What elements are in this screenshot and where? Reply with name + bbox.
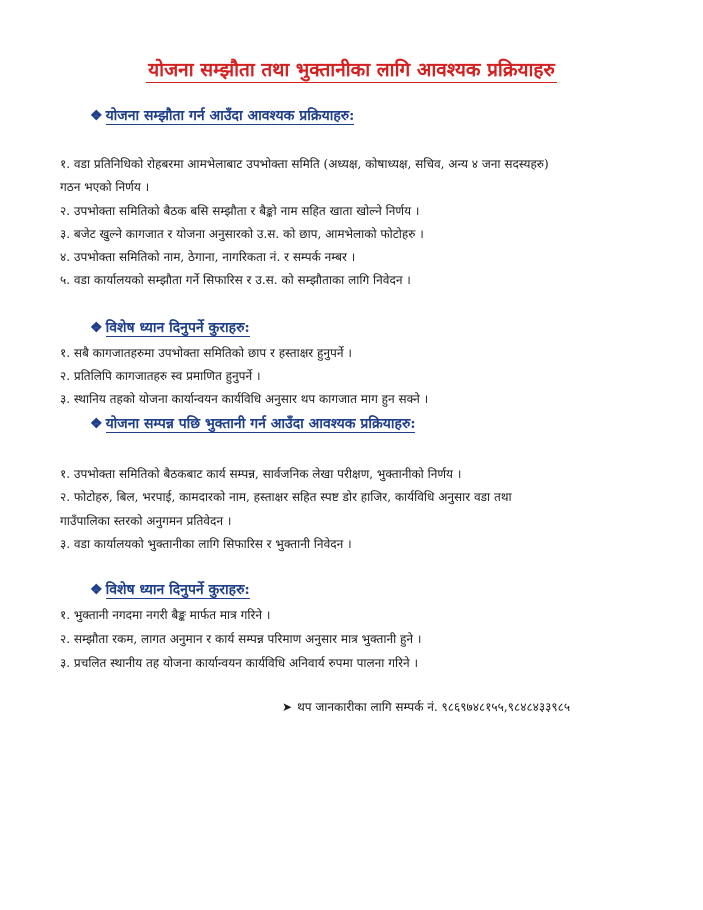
section-heading-special-notes: ❖ विशेष ध्यान दिनुपर्ने कुराहरु: — [90, 320, 250, 336]
list-item: ३. वडा कार्यालयको भुक्तानीका लागि सिफारिस र भुक्तानी निवेदन । — [60, 537, 352, 551]
list-item: ३. प्रचलित स्थानीय तह योजना कार्यान्वयन कार्यविधि अनिवार्य रुपमा पालना गरिने । — [60, 656, 419, 670]
list-item: ३. स्थानिय तहको योजना कार्यान्वयन कार्यविधि अनुसार थप कागजात माग हुन सक्ने । — [60, 392, 429, 406]
page-title: योजना सम्झौता तथा भुक्तानीका लागि आवश्यक प्रक्रियाहरु — [148, 59, 555, 81]
list-item: ३. बजेट खुल्ने कागजात र योजना अनुसारको उ.स. को छाप, आमभेलाको फोटोहरु । — [60, 227, 424, 241]
section-heading-payment: ❖ योजना सम्पन्न पछि भुक्तानी गर्न आउँदा आवश्यक प्रक्रियाहरु: — [90, 416, 416, 432]
contact-info: ➤ थप जानकारीका लागि सम्पर्क नं. ९८६९७४८१५५,९८४८४३३९८५ — [282, 700, 571, 714]
list-item: २. सम्झौता रकम, लागत अनुमान र कार्य सम्पन्न परिमाण अनुसार मात्र भुक्तानी हुने । — [60, 632, 422, 646]
list-item: ४. उपभोक्ता समितिको नाम, ठेगाना, नागरिकता नं. र सम्पर्क नम्बर । — [60, 250, 356, 264]
list-item: २. उपभोक्ता समितिको बैठक बसि सम्झौता र बैङ्को नाम सहित खाता खोल्ने निर्णय । — [60, 204, 420, 218]
list-item: २. प्रतिलिपि कागजातहरु स्व प्रमाणित हुनुपर्ने । — [60, 369, 261, 383]
arrow-right-icon: ➤ — [282, 700, 293, 714]
list-item: गाउँपालिका स्तरको अनुगमन प्रतिवेदन । — [60, 514, 232, 528]
section-heading-special-notes-2: ❖ विशेष ध्यान दिनुपर्ने कुराहरु: — [90, 582, 250, 598]
diamond-flower-icon: ❖ — [90, 320, 103, 336]
list-item: १. सबै कागजातहरुमा उपभोक्ता समितिको छाप र हस्ताक्षर हुनुपर्ने । — [60, 346, 352, 360]
list-item: २. फोटोहरु, बिल, भरपाई, कामदारको नाम, हस्ताक्षर सहित स्पष्ट डोर हाजिर, कार्यविधि अनुसार वडा तथा — [60, 490, 512, 504]
list-item: १. भुक्तानी नगदमा नगरी बैङ्क मार्फत मात्र गरिने । — [60, 608, 271, 622]
diamond-flower-icon: ❖ — [90, 416, 103, 432]
list-item: १. उपभोक्ता समितिको बैठकबाट कार्य सम्पन्न, सार्वजनिक लेखा परीक्षण, भुक्तानीको निर्णय । — [60, 467, 462, 481]
diamond-flower-icon: ❖ — [90, 108, 103, 124]
list-item: ५. वडा कार्यालयको सम्झौता गर्ने सिफारिस र उ.स. को सम्झौताका लागि निवेदन । — [60, 273, 411, 287]
section-heading-agreement: ❖ योजना सम्झौता गर्न आउँदा आवश्यक प्रक्रियाहरु: — [90, 108, 355, 124]
list-item: १. वडा प्रतिनिधिको रोहबरमा आमभेलाबाट उपभोक्ता समिति (अध्यक्ष, कोषाध्यक्ष, सचिव, अन्य ४ जना सदस्यहरु) — [60, 157, 549, 171]
diamond-flower-icon: ❖ — [90, 582, 103, 598]
list-item: गठन भएको निर्णय । — [60, 180, 150, 194]
